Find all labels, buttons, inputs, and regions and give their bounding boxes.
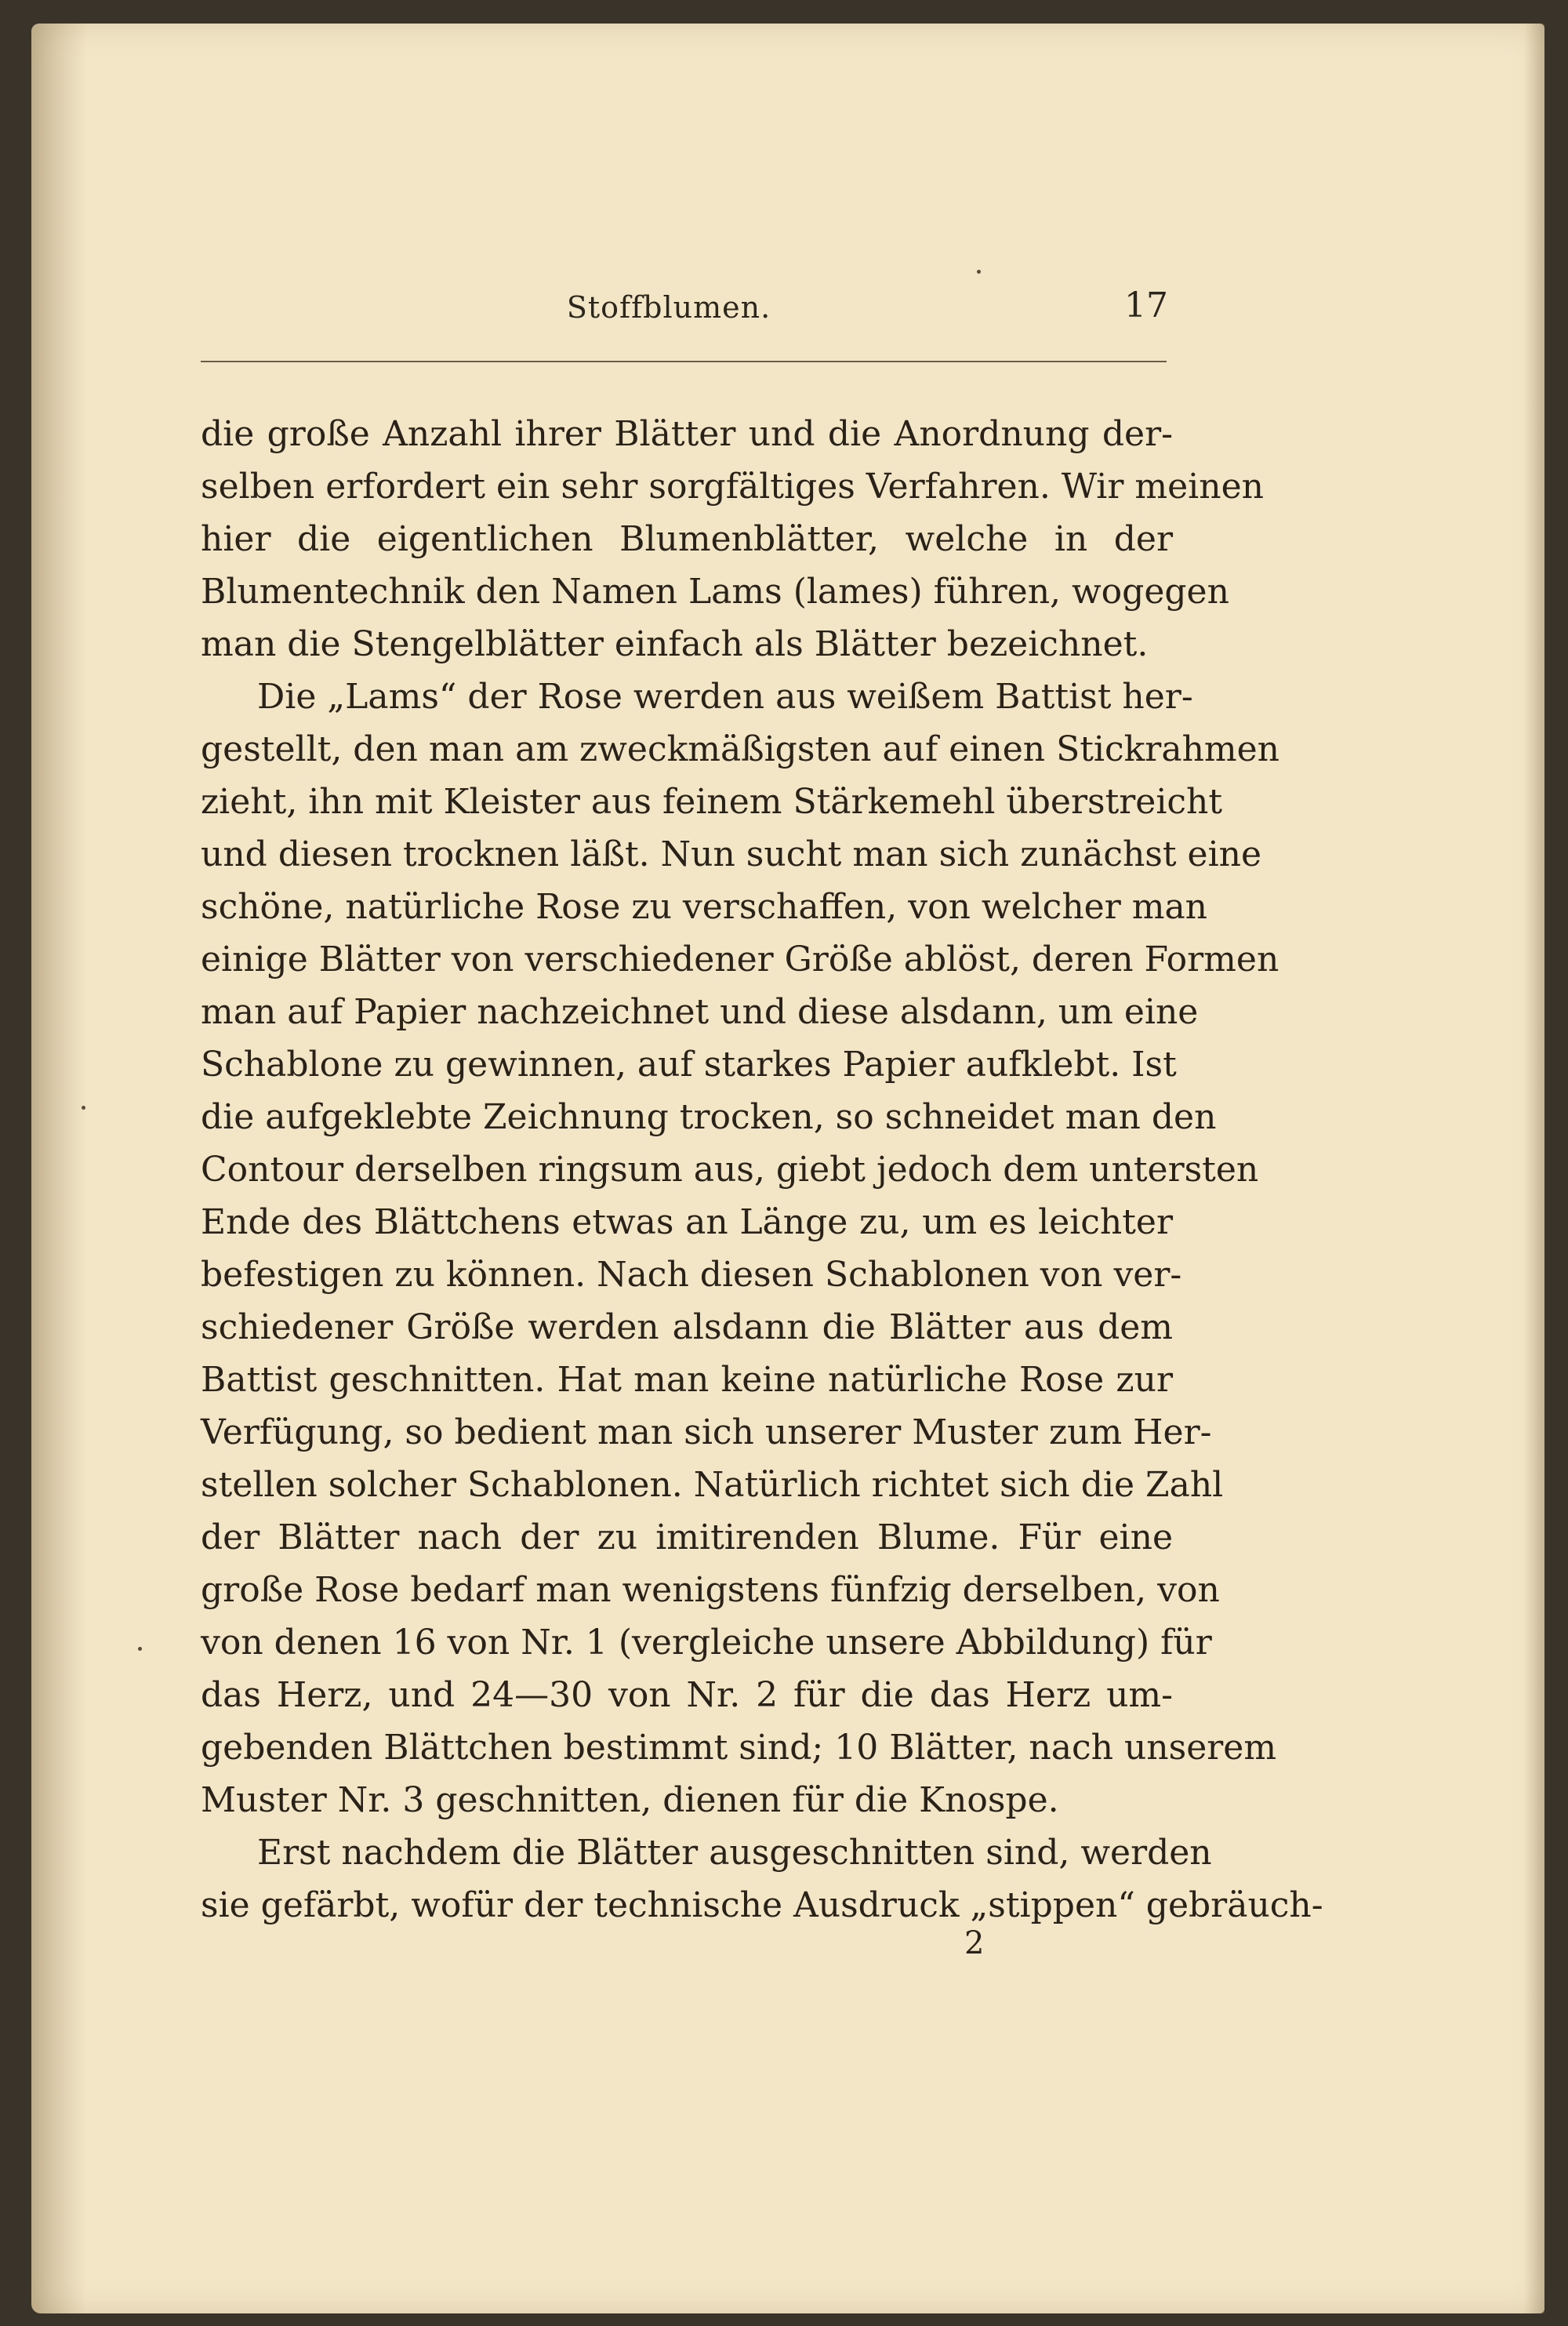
text-line: Die „Lams“ der Rose werden aus weißem Battist her-: [257, 677, 1193, 717]
text-line: Ende des Blättchens etwas an Länge zu, um es leichter: [201, 1202, 1173, 1242]
text-line: gebenden Blättchen bestimmt sind; 10 Blätter, nach unserem: [201, 1728, 1277, 1768]
running-head: [169, 281, 1168, 336]
text-line: und diesen trocknen läßt. Nun sucht man sich zunächst eine: [201, 834, 1262, 874]
text-line: Verfügung, so bedient man sich unserer Muster zum Her-: [201, 1412, 1212, 1452]
text-line: Schablone zu gewinnen, auf starkes Papier aufklebt. Ist: [201, 1045, 1177, 1085]
text-line: große Rose bedarf man wenigstens fünfzig derselben, von: [201, 1570, 1220, 1610]
text-line: das Herz, und 24—30 von Nr. 2 für die das Herz um-: [201, 1675, 1173, 1715]
text-line: die aufgeklebte Zeichnung trocken, so schneidet man den: [201, 1097, 1217, 1137]
text-line: hier die eigentlichen Blumenblätter, welche in der: [201, 519, 1173, 559]
text-line: von denen 16 von Nr. 1 (vergleiche unsere Abbildung) für: [201, 1623, 1212, 1663]
paper-speck: [977, 270, 981, 274]
paper-speck: [138, 1647, 142, 1651]
text-line: stellen solcher Schablonen. Natürlich richtet sich die Zahl: [201, 1465, 1224, 1505]
text-line: zieht, ihn mit Kleister aus feinem Stärkemehl überstreicht: [201, 782, 1223, 822]
page-edge: [1524, 24, 1544, 2313]
text-line: einige Blätter von verschiedener Größe ablöst, deren Formen: [201, 939, 1279, 979]
text-line: Erst nachdem die Blätter ausgeschnitten sind, werden: [257, 1833, 1212, 1873]
text-line: die große Anzahl ihrer Blätter und die Anordnung der-: [201, 414, 1173, 454]
text-line: selben erfordert ein sehr sorgfältiges Verfahren. Wir meinen: [201, 467, 1264, 507]
page-gutter-shadow: [31, 24, 86, 2313]
text-line: man die Stengelblätter einfach als Blätter bezeichnet.: [201, 624, 1149, 664]
body-text: [201, 408, 1323, 1932]
text-line: schöne, natürliche Rose zu verschaffen, von welcher man: [201, 887, 1208, 927]
signature-mark: 2: [964, 1925, 985, 1961]
text-line: der Blätter nach der zu imitirenden Blume. Für eine: [201, 1517, 1173, 1557]
text-line: gestellt, den man am zweckmäßigsten auf einen Stickrahmen: [201, 729, 1280, 769]
text-line: schiedener Größe werden alsdann die Blätter aus dem: [201, 1307, 1173, 1347]
paper-speck: [82, 1106, 85, 1110]
page-number: 17: [1124, 285, 1168, 325]
running-title: Stoffblumen.: [566, 290, 771, 325]
text-line: befestigen zu können. Nach diesen Schablonen von ver-: [201, 1255, 1182, 1295]
text-line: Blumentechnik den Namen Lams (lames) führen, wogegen: [201, 572, 1229, 612]
text-line: sie gefärbt, wofür der technische Ausdruck „stippen“ gebräuch-: [201, 1885, 1323, 1925]
text-line: man auf Papier nachzeichnet und diese alsdann, um eine: [201, 992, 1199, 1032]
text-line: Contour derselben ringsum aus, giebt jedoch dem untersten: [201, 1150, 1259, 1190]
header-rule: [201, 361, 1167, 362]
text-line: Battist geschnitten. Hat man keine natürliche Rose zur: [201, 1360, 1173, 1400]
text-line: Muster Nr. 3 geschnitten, dienen für die Knospe.: [201, 1780, 1059, 1820]
